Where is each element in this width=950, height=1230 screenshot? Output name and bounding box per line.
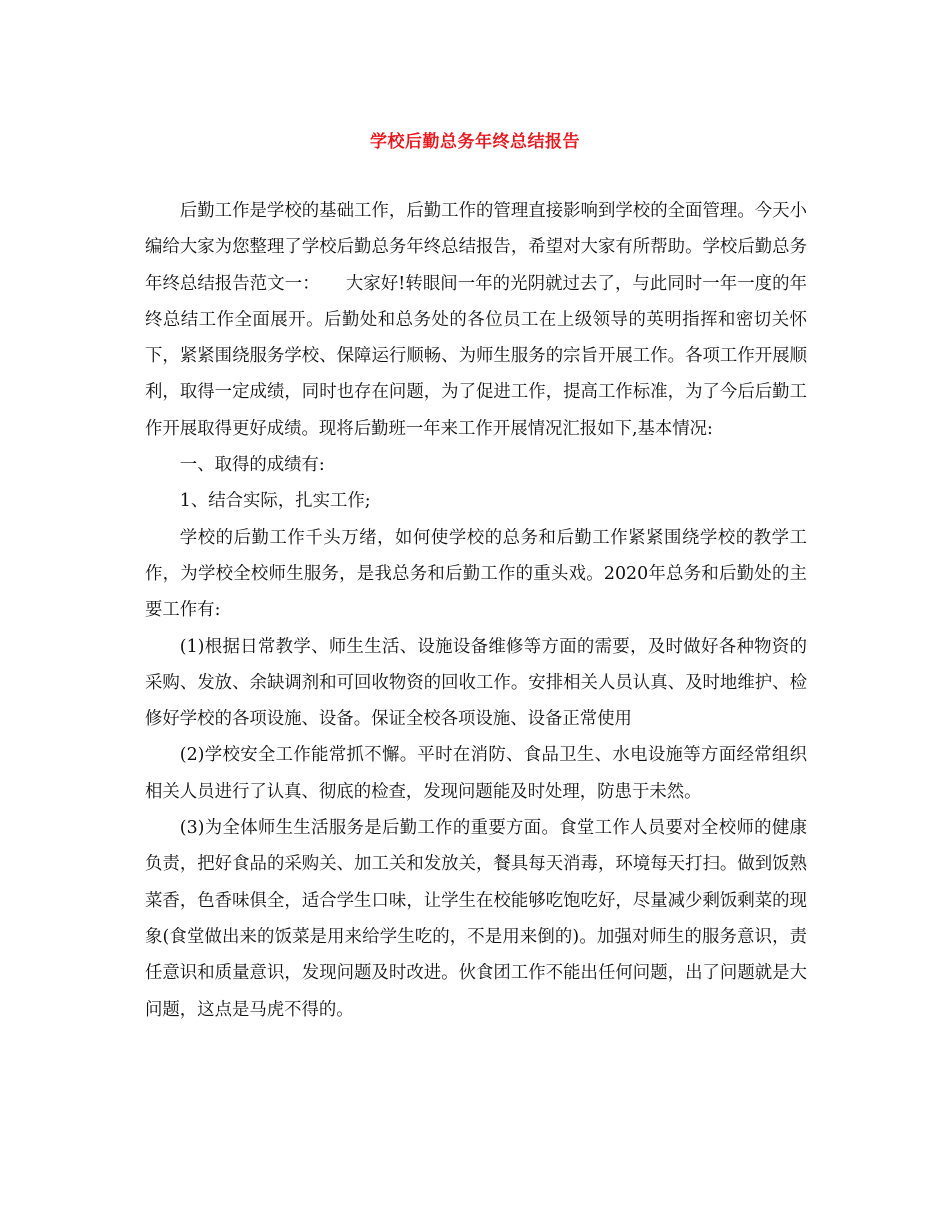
paragraph-intro: 后勤工作是学校的基础工作，后勤工作的管理直接影响到学校的全面管理。今天小编给大家为您整理了学校后勤总务年终总结报告，希望对大家有所帮助。学校后勤总务年终总结报告范文一： 大家好!转眼间一年的光阴就过去了，与此同时一年一度的年终总结工作全面展开。后勤处和总务处的各位员工在上级领导的英明指挥和密切关怀下，紧紧围绕服务学校、保障运行顺畅、为师生服务的宗旨开展工作。各项工作开展顺利，取得一定成绩，同时也存在问题，为了促进工作，提高工作标准，为了今后后勤工作开展取得更好成绩。现将后勤班一年来工作开展情况汇报如下,基本情况: <box>145 201 807 439</box>
paragraph-main-work: 学校的后勤工作千头万绪，如何使学校的总务和后勤工作紧紧围绕学校的教学工作，为学校全校师生服务，是我总务和后勤工作的重头戏。2020年总务和后勤处的主要工作有: <box>145 527 807 621</box>
paragraph-achievements-heading: 一、取得的成绩有: <box>179 455 325 476</box>
paragraph-point-1: (1)根据日常教学、师生生活、设施设备维修等方面的需要，及时做好各种物资的采购、发放、余缺调剂和可回收物资的回收工作。安排相关人员认真、及时地维护、检修好学校的各项设施、设备。保证全校各项设施、设备正常使用 <box>145 636 807 730</box>
paragraph-item-1: 1、结合实际，扎实工作; <box>179 491 371 512</box>
paragraph-point-3: (3)为全体师生生活服务是后勤工作的重要方面。食堂工作人员要对全校师的健康负责，把好食品的采购关、加工关和发放关，餐具每天消毒，环境每天打扫。做到饭熟菜香，色香味俱全，适合学生口味，让学生在校能够吃饱吃好，尽量减少剩饭剩菜的现象(食堂做出来的饭菜是用来给学生吃的，不是用来倒的)。加强对师生的服务意识，责任意识和质量意识，发现问题及时改进。伙食团工作不能出任何问题，出了问题就是大问题，这点是马虎不得的。 <box>145 818 807 1020</box>
document-body <box>145 193 807 1028</box>
document-title: 学校后勤总务年终总结报告 <box>370 132 580 152</box>
paragraph-point-2: (2)学校安全工作能常抓不懈。平时在消防、食品卫生、水电设施等方面经常组织相关人员进行了认真、彻底的检查，发现问题能及时处理，防患于未然。 <box>145 745 807 802</box>
